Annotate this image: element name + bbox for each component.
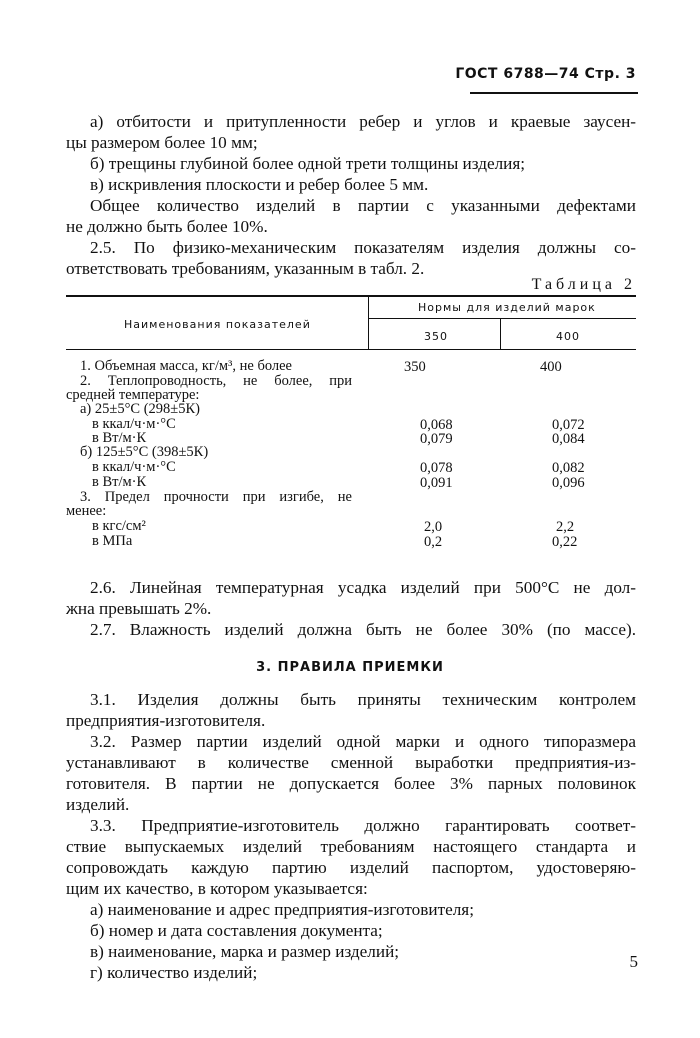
table-cell-400: 2,2 bbox=[556, 519, 575, 535]
table-row-label: а) 25±5°С (298±5К) bbox=[80, 401, 200, 417]
table-row-label: в МПа bbox=[92, 533, 133, 549]
para-3-2-line2: устанавливают в количестве сменной выработки предприятия-из- bbox=[66, 753, 636, 772]
table-cell-350: 0,2 bbox=[424, 534, 443, 550]
page-number: 5 bbox=[629, 952, 638, 971]
defect-total-line2: не должно быть более 10%. bbox=[66, 217, 268, 236]
defect-item-a-line1: а) отбитости и притупленности ребер и углов и краевые заусен- bbox=[90, 112, 636, 131]
defect-item-b: б) трещины глубиной более одной трети толщины изделия; bbox=[90, 154, 526, 173]
table-cell-350: 0,078 bbox=[420, 460, 453, 476]
para-3-3-item-a: а) наименование и адрес предприятия-изготовителя; bbox=[90, 900, 474, 919]
table-cell-350: 0,091 bbox=[420, 475, 453, 491]
para-3-2-line1: 3.2. Размер партии изделий одной марки и одного типоразмера bbox=[90, 732, 636, 751]
table-cell-400: 0,082 bbox=[552, 460, 585, 476]
table-row-label: в ккал/ч·м·°С bbox=[92, 416, 176, 432]
para-3-1-line1: 3.1. Изделия должны быть приняты техническим контролем bbox=[90, 690, 636, 709]
table-cell-350: 0,079 bbox=[420, 431, 453, 447]
para-3-2-line3: готовителя. В партии не допускается более 3% парных половинок bbox=[66, 774, 636, 793]
para-2-5-line2: ответствовать требованиям, указанным в табл. 2. bbox=[66, 259, 425, 278]
table-norms-header: Нормы для изделий марок bbox=[418, 301, 596, 314]
table-header-bottom-rule bbox=[66, 349, 636, 350]
table-row-label: 1. Объемная масса, кг/м³, не более bbox=[80, 358, 292, 374]
table-top-rule bbox=[66, 295, 636, 297]
table-caption: Таблица 2 bbox=[531, 276, 636, 293]
table-cell-350: 350 bbox=[404, 359, 426, 375]
header-rule bbox=[470, 92, 638, 94]
para-2-5-line1: 2.5. По физико-механическим показателям изделия должны со- bbox=[90, 238, 636, 257]
table-cell-400: 0,096 bbox=[552, 475, 585, 491]
section-3-title: 3. ПРАВИЛА ПРИЕМКИ bbox=[256, 660, 444, 675]
table-row-label: менее: bbox=[66, 503, 107, 519]
table-grade-divider bbox=[500, 318, 501, 349]
defect-total-line1: Общее количество изделий в партии с указанными дефектами bbox=[90, 196, 636, 215]
defect-item-a-line2: цы размером более 10 мм; bbox=[66, 133, 258, 152]
para-2-6-line2: жна превышать 2%. bbox=[66, 599, 212, 618]
defect-item-v: в) искривления плоскости и ребер более 5 мм. bbox=[90, 175, 429, 194]
table-grade-400-header: 400 bbox=[556, 330, 580, 343]
table-cell-400: 0,084 bbox=[552, 431, 585, 447]
table-grade-350-header: 350 bbox=[424, 330, 448, 343]
table-row-label: в Вт/м·К bbox=[92, 474, 147, 490]
table-row-label: в Вт/м·К bbox=[92, 430, 147, 446]
page-header: ГОСТ 6788—74 Стр. 3 bbox=[455, 66, 636, 82]
table-cell-400: 0,072 bbox=[552, 417, 585, 433]
table-row-label: в ккал/ч·м·°С bbox=[92, 459, 176, 475]
table-cell-350: 0,068 bbox=[420, 417, 453, 433]
table-header-divider bbox=[368, 297, 369, 349]
para-2-6-line1: 2.6. Линейная температурная усадка изделий при 500°С не дол- bbox=[90, 578, 636, 597]
para-3-3-line1: 3.3. Предприятие-изготовитель должно гарантировать соответ- bbox=[90, 816, 636, 835]
table-cell-350: 2,0 bbox=[424, 519, 443, 535]
para-3-3-line2: ствие выпускаемых изделий требованиям настоящего стандарта и bbox=[66, 837, 636, 856]
table-row-label: 3. Предел прочности при изгибе, не bbox=[80, 489, 352, 505]
table-row-label: средней температуре: bbox=[66, 387, 200, 403]
para-3-3-line4: щим их качество, в котором указывается: bbox=[66, 879, 368, 898]
para-3-3-item-g: г) количество изделий; bbox=[90, 963, 258, 982]
table-cell-400: 400 bbox=[540, 359, 562, 375]
table-row-label: 2. Теплопроводность, не более, при bbox=[80, 373, 352, 389]
para-2-7: 2.7. Влажность изделий должна быть не более 30% (по массе). bbox=[90, 620, 636, 639]
para-3-2-line4: изделий. bbox=[66, 795, 130, 814]
table-col-name-header: Наименования показателей bbox=[124, 318, 311, 331]
table-row-label: в кгс/см² bbox=[92, 518, 146, 534]
para-3-3-item-b: б) номер и дата составления документа; bbox=[90, 921, 383, 940]
table-row-label: б) 125±5°С (398±5К) bbox=[80, 444, 209, 460]
para-3-3-line3: сопровождать каждую партию изделий паспортом, удостоверяю- bbox=[66, 858, 636, 877]
para-3-1-line2: предприятия-изготовителя. bbox=[66, 711, 266, 730]
table-cell-400: 0,22 bbox=[552, 534, 578, 550]
para-3-3-item-v: в) наименование, марка и размер изделий; bbox=[90, 942, 400, 961]
table-norms-rule bbox=[368, 318, 636, 319]
